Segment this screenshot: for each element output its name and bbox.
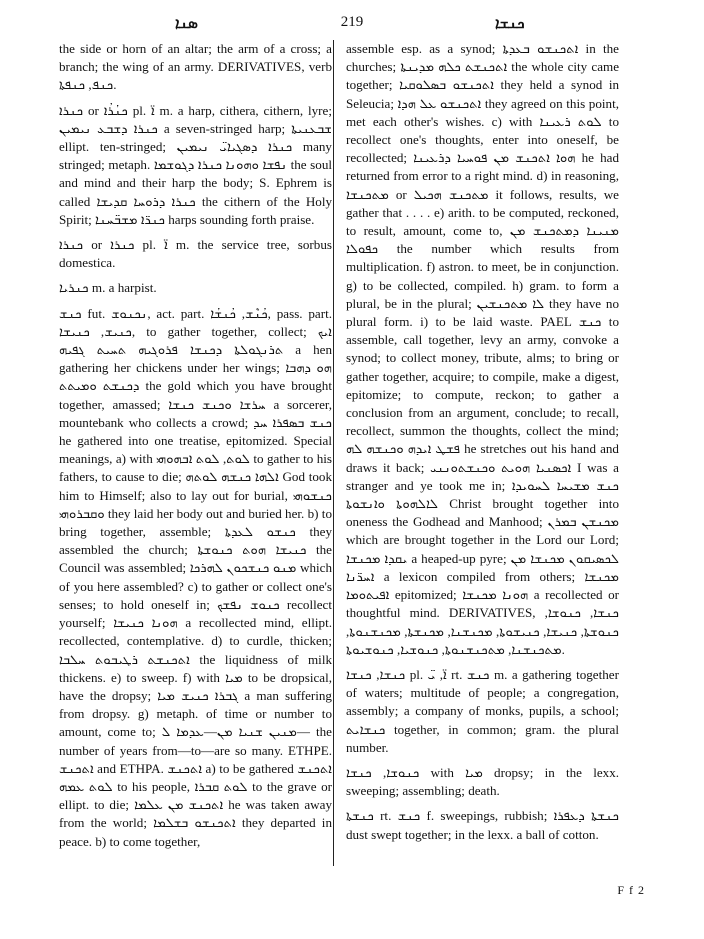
running-head-left: ܣܢܐ xyxy=(175,14,198,32)
signature-mark: F f 2 xyxy=(617,883,645,897)
entry-harp: ܟܢܪܐ or ܟܢܳܪܳܐ pl. ܐ̈ m. a harp, cithera, cithern, lyre; ܟܢܪܐ ܕܫܒܥ ܢܝܡܝܢ a seven-stringed harp; ܫܒܥܢܝܬܐ ellipt. ten-stringed; ܟܢܪܐ ܕܣܓܝܐܝ̈ ܢܝܡܝܢ many stringed; metaph. ܢܦܫܐ ܘܗܘܢܐ ܟܢܪܐ ܕܓܘܫܡܐ the soul and mind and their harp the body; S. Ephrem is called ܟܢܪܐ ܕܪܘܚܐ ܩܕܝܫܐ the cithern of the Holy Spirit; ܟܢܪ̈ܐ ܡܫܒ̈ܚܢܐ harps sounding forth praise. xyxy=(59,102,333,227)
entry-continuation: the side or horn of an altar; the arm of a cross; a branch; the wing of an army. DERIVATIVES, verb ܟܢܦ, ܟܢܦܬܐ. xyxy=(59,41,332,93)
entry-sweepings: ܟܢܫܬܐ rt. ܟܢܫ f. sweepings, rubbish; ܟܢܫܬܐ ܕܥܦܪܐ dust swept together; in the lexx. a ball of cotton. xyxy=(346,808,619,842)
column-divider xyxy=(333,40,334,866)
entry-gathering: ܟܢܫܐ, ܟܢܫܐ pl. ܐ̈, ܝ̈ rt. ܟܢܫ m. a gathering together of waters; multitude of people; a congregation, assembly; a company of monks, pupils, a school; ܟܢܫܐܝܬ together, in common; gram. the plural number. xyxy=(346,666,619,755)
page-number: 219 xyxy=(340,14,364,30)
running-head-right: ܟܢܫܐ xyxy=(495,14,525,32)
entry-gather-continued: assemble esp. as a synod; ܐܬܟܢܫܘ ܒܥܕܬܐ in the churches; ܐܬܟܢܫܬ ܟܠܗ ܡܕܝܢܬܐ the whole city came together; ܐܬܟܢܫܘ ܒܣܠܘܩܝܐ they held a synod in Seleucia; ܐܬܟܢܫܘ ܥܠ ܗܕܐ they agreed on this point, met each other's wishes. c) with ܠܘܬ ܪܥܝܢܐ to recollect one's thoughts, enter into oneself, be recollected; ܗܘܐ ܐܬܟܢܫ ܡܢ ܦܘܚܝܐ ܕܪܥܝܢܐ he had returned from error to a right mind. d) in reasoning, ܡܬܟܢܫܐ or ܡܬܟܢܫ ܗܟܝܠ it follows, results, we gather that . . . . e) arith. to be computed, reckoned, to result, amount, come to, ܡܢܝܢܐ ܕܡܬܟܢܫ ܡܢ ܟܦܘܠܐ the number which results from multiplication. f) astron. to meet, be in conjunction. g) to be collected, compiled. h) gram. to form a plural, be in the plural; ܠܐ ܡܬܟܢܫܝܢ they have no plural form. i) to be laid waste. PAEL ܟܢܫ to assemble, call together, levy an army, convoke a synod; to collect money, tribute, alms; to bring or gather together, acquire; to compile, make a digest, epitomize; to compute, reckon; to gather a conclusion from an argument, conclude; to recall, recollect, summon the thoughts, collect the mind; ܦܫܛ ܐܝܕܗ ܘܟܢܫܗ ܠܗ he stretches out his hand and draws it back; ܐܟܣܢܝܐ ܗܘܝܬ ܘܟܢܫܬܘܢܢܝ I was a stranger and ye took me in; ܟܢܫ ܡܫܝܚܐ ܠܚܘܝܕܐ ܠܐܠܗܘܬܐ ܘܐܢܫܘܬܐ Christ brought together into oneness the Godhead and Manhood; ܡܟܢܫܢ ܒܡܪܢ which are brought together in the Lord our Lord; ܝܩܕܐ ܡܟܢܫܐ a heaped-up pyre; ܠܟܣܝܩܘܢ ܡܟܢܫܐ ܡܢ ܐܚܪ̈ܢܐ a lexicon compiled from others; ܡܟܢܫܐ ܐܦܝܬܘܡܐ epitomized; ܗܘܢܐ ܡܟܢܫܐ a recollected or thoughtful mind. DERIVATIVES, ܟܢܫܐ, ܟܢܘܫܐ, ܟܢܘܫܬܐ, ܟܢܝܫܐ, ܟܢܝܫܘܬܐ, ܡܟܢܫܢܐ, ܡܟܢܫܬܐ, ܡܟܢܫܢܘܬܐ, ܡܬܟܢܫܢܐ, ܡܬܟܢܫܢܘܬܐ, ܟܢܘܫܝܐ, ܟܢܘܫܝܘܬܐ. xyxy=(346,41,620,657)
entry-gather: ܟܢܫ fut. ܢܟܢܘܫ, act. part. ܟܳܢܶܫ, ܟܳܢܫܳܐ, pass. part. ܟܢܝܫ, ܟܢܝܫܐ, to gather together, collect; ܐܝܟ ܬܪܢܓܘܠܬܐ ܕܟܢܫܐ ܦܪܘܓܝܗ ܬܚܝܬ ܓܦܝܗ a hen gathering her chickens under her wings; ܗܘ ܕܗܒܐ ܕܟܢܫܬ ܘܡܝܬܬ the gold which you have brought together, amassed; ܚܪܫܐ ܘܟܢܫ ܟܢܫܐ a sorcerer, mountebank who collects a crowd; ܟܢܫ ܒܣܦܪܐ ܚܕ he gathered into one treatise, epitomized. Special meanings, a) with ܠܘܬ, ܠܘܬ ܐܒܗܘܗܝ to gather to his fathers, to cause to die; ܐܠܗܐ ܟܢܫܗ ܠܘܬܗ God took him to Himself; also to lay out for burial, ܟܢܫܘܗܝ ܘܩܒܪܘܗܝ they laid her body out and buried her. b) to bring together, assemble; ܟܢܫܘ ܠܥܕܬܐ they assembled the church; ܟܢܝܫܐ ܗܘܬ ܟܢܘܫܬܐ the Council was assembled; ܡܢܘ ܟܢܫܟܘܢ ܠܗܪܟܐ which of you here assembled? c) to gather or collect one's senses; to hold oneself in; ܟܢܘܫ ܢܦܫܟ recollect yourself; ܗܘܢܐ ܟܢܝܫܐ a recollected mind, ellipt. recollected, contemplative. d) to curdle, thicken; ܐܬܟܢܫܬ ܪܛܝܒܘܬ ܚܠܒܐ the liquidness of milk thickens. e) to sweep. f) with ܡܝܐ to be dropsical, have the dropsy; ܓܒܪܐ ܟܢܝܫ ܡܝܐ a man suffering from dropsy. g) metaph. of time or number to amount, come to; ܡܢܝܢ ܫܢܝܐ ܡܢ—ܥܕܡܐ ܠ— the number of years from—to—are so many. ETHPE. ܐܬܟܢܫ and ETHPA. ܐܬܟܢܫ a) to be gathered ܐܬܟܢܫ ܠܘܬ ܥܡܗ to his people, ܠܘܬ ܩܒܪܐ to the grave or ellipt. to die; ܐܬܟܢܫ ܡܢ ܥܠܡܐ he was taken away from the world; ܐܬܟܢܫܘ ܒܫܠܡܐ they departed in peace. b) to come together, xyxy=(59,305,333,849)
entry-harpist: ܟܢܪܝܐ m. a harpist. xyxy=(59,280,157,296)
entry-dropsy: ܟܢܘܫܐ, ܟܢܫܐ with ܡܝܐ dropsy; in the lexx. sweeping; assembling; death. xyxy=(346,764,620,799)
page-header xyxy=(0,14,704,36)
entry-service-tree: ܟܢܪܐ or ܟܢܪܐ pl. ܐ̈ m. the service tree, sorbus domestica. xyxy=(59,237,332,271)
left-column xyxy=(59,40,332,858)
right-column xyxy=(346,40,619,851)
